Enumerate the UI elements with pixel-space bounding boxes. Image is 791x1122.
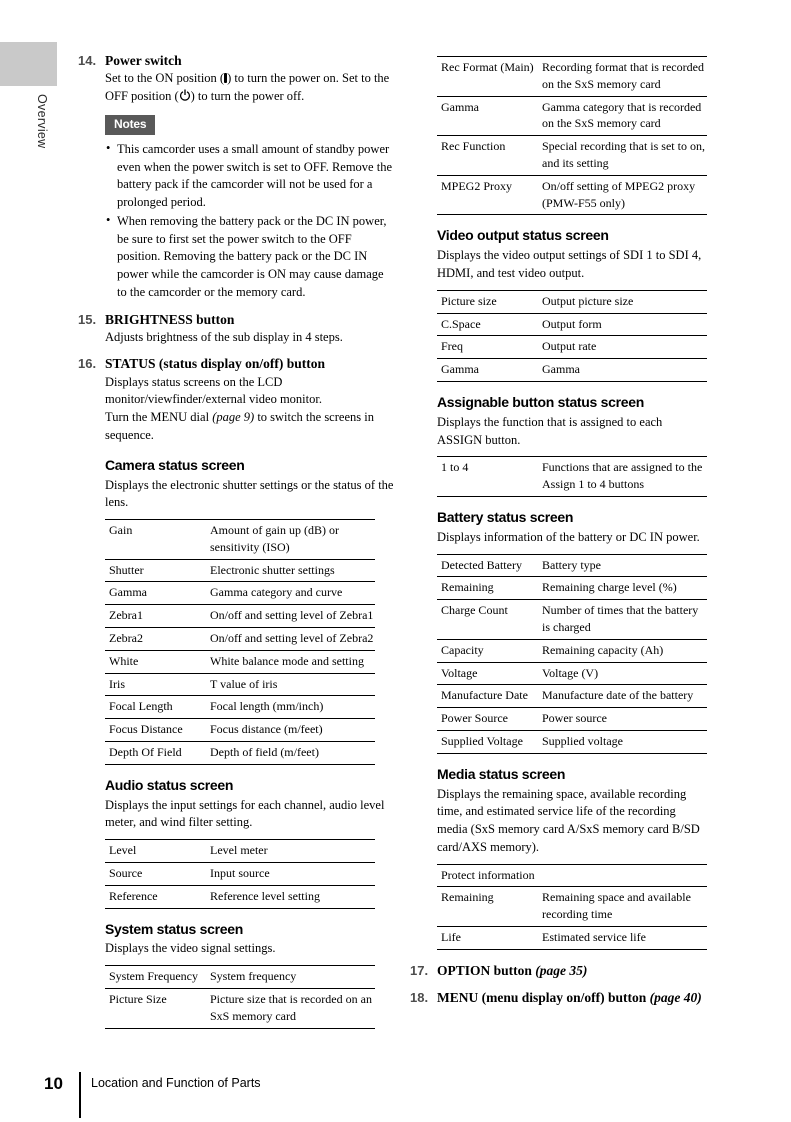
definition-cell: Focal length (mm/inch) [210, 699, 324, 714]
power-off-icon [179, 89, 191, 102]
section-tab [0, 42, 57, 86]
term-cell: Gamma [109, 585, 147, 600]
list-item-16 [78, 355, 396, 373]
page-reference: (page 35) [535, 962, 588, 978]
page-number: 10 [44, 1074, 63, 1093]
item-15-body [105, 329, 396, 347]
term-cell: Supplied Voltage [441, 733, 523, 748]
table-row [437, 457, 707, 497]
paragraph-text: Displays status screens on the LCD monitor/viewfinder/external video monitor. [105, 374, 322, 407]
table-row [105, 605, 375, 628]
table-row [437, 600, 707, 640]
paragraph-text: ) to turn the power on. Set to the OFF position ( [105, 71, 390, 103]
table-row [437, 314, 707, 337]
item-number: 17. [410, 962, 429, 978]
definition-cell: Functions that are assigned to the Assign 1 to 4 buttons [542, 460, 703, 492]
definition-cell: Input source [210, 866, 270, 880]
definition-cell: Level meter [210, 843, 268, 858]
table-row [105, 840, 375, 863]
subsection-heading-media-status: Media status screen [437, 765, 566, 782]
term-cell: Level [109, 843, 137, 858]
definition-cell: Gamma category and curve [210, 585, 343, 600]
table-row [105, 520, 375, 560]
item-number: 15. [78, 311, 97, 327]
term-cell: Remaining [441, 890, 494, 905]
table-row [437, 359, 707, 382]
table-row [437, 927, 707, 950]
subsection-heading-battery-status: Battery status screen [437, 508, 574, 525]
table-row [105, 886, 375, 909]
term-cell: Voltage [441, 665, 478, 680]
definition-cell: Output form [542, 316, 602, 331]
table-row [437, 291, 707, 314]
definition-cell: System frequency [210, 969, 297, 984]
subsection-heading-audio-status: Audio status screen [105, 776, 234, 793]
table-row [437, 887, 707, 927]
term-cell: Life [441, 929, 461, 944]
subsection-description: Displays the electronic shutter settings or the status of the lens. [105, 477, 394, 510]
definition-cell: On/off setting of MPEG2 proxy (PMW-F55 only) [542, 178, 696, 210]
table-row [105, 674, 375, 697]
note-item: • This camcorder uses a small amount of standby power even when the power switch is set to OFF. Remove the battery pack if the camcorder will not be used for a prolonged period. [105, 141, 396, 212]
table-row [105, 628, 375, 651]
term-cell: Source [109, 866, 143, 880]
subsection-description: Displays the function that is assigned to each ASSIGN button. [437, 414, 663, 447]
item-number: 18. [410, 989, 429, 1005]
table-row [437, 663, 707, 686]
left-column [78, 52, 396, 1033]
item-title-text: MENU (menu display on/off) button [437, 989, 650, 1005]
table-row [437, 865, 707, 888]
definition-cell: Battery type [542, 557, 601, 572]
term-cell: MPEG2 Proxy [441, 178, 513, 193]
item-title [437, 989, 702, 1007]
sidebar-section-label: Overview [35, 94, 49, 149]
table-row [105, 582, 375, 605]
table-row [105, 742, 375, 765]
term-cell: Zebra2 [109, 631, 143, 646]
list-item-17 [410, 962, 708, 980]
term-cell: Gamma [441, 362, 479, 377]
table-row [105, 696, 375, 719]
item-number: 14. [78, 53, 97, 68]
right-column-body [437, 56, 708, 950]
definition-cell: Electronic shutter settings [210, 562, 335, 577]
definition-cell: Remaining charge level (%) [542, 580, 677, 595]
table-row [437, 136, 707, 176]
term-cell: Protect information [441, 867, 535, 882]
term-cell: Freq [441, 339, 463, 354]
table-row [105, 966, 375, 989]
term-cell: Picture size [441, 293, 497, 308]
paragraph-text: ) to turn the power off. [190, 88, 305, 103]
right-column [410, 56, 708, 1007]
term-cell: Reference [109, 888, 158, 903]
item-title-text: OPTION button [437, 962, 536, 978]
term-cell: Charge Count [441, 603, 508, 618]
definition-cell: Number of times that the battery is charged [542, 603, 699, 634]
definition-cell: On/off and setting level of Zebra1 [210, 608, 374, 623]
definition-cell: Depth of field (m/feet) [210, 745, 319, 760]
definition-cell: Supplied voltage [542, 733, 623, 748]
audio-status-table [105, 839, 375, 908]
definition-cell: Output picture size [542, 293, 634, 308]
term-cell: Rec Function [441, 139, 506, 154]
item-title: BRIGHTNESS button [105, 311, 235, 327]
term-cell: Picture Size [109, 992, 167, 1007]
definition-cell: T value of iris [210, 676, 278, 691]
definition-cell: Focus distance (m/feet) [210, 722, 323, 737]
definition-cell: Voltage (V) [542, 665, 599, 680]
definition-cell: Remaining capacity (Ah) [542, 642, 664, 657]
table-row [437, 577, 707, 600]
table-row [437, 57, 707, 97]
paragraph-text: Set to the ON position ( [105, 71, 225, 86]
table-row [437, 336, 707, 359]
term-cell: 1 to 4 [441, 460, 469, 475]
definition-cell: Recording format that is recorded on the SxS memory card [542, 60, 704, 91]
item-title: STATUS (status display on/off) button [105, 356, 326, 372]
term-cell: Focus Distance [109, 722, 183, 737]
power-switch-paragraph [105, 70, 396, 106]
term-cell: Depth Of Field [109, 745, 182, 760]
footer-section-title: Location and Function of Parts [91, 1076, 261, 1090]
definition-cell: White balance mode and setting [210, 653, 364, 668]
paragraph-text [105, 409, 396, 445]
sub-display-status-table-continued [437, 56, 707, 215]
media-status-table [437, 864, 707, 950]
term-cell: Gamma [441, 99, 479, 114]
item-title [437, 962, 587, 980]
battery-status-table [437, 554, 707, 754]
term-cell: C.Space [441, 316, 481, 331]
term-cell: Focal Length [109, 699, 173, 714]
definition-cell: Reference level setting [210, 888, 320, 903]
list-item-14 [78, 52, 396, 70]
table-row [105, 651, 375, 674]
term-cell: Gain [109, 523, 133, 538]
page-footer [0, 1070, 791, 1122]
paragraph-text: Turn the MENU dial [105, 410, 213, 425]
subsection-description: Displays information of the battery or DC IN power. [437, 529, 700, 544]
term-cell: Zebra1 [109, 608, 143, 623]
subsection-heading-camera-status: Camera status screen [105, 456, 245, 473]
subsection-heading-video-output: Video output status screen [437, 227, 609, 244]
item-number: 16. [78, 356, 97, 372]
list-item-18 [410, 989, 708, 1007]
term-cell: Power Source [441, 711, 508, 726]
table-row [437, 97, 707, 137]
term-cell: Capacity [441, 642, 484, 657]
subsection-description: Displays the video output settings of SDI 1 to SDI 4, HDMI, and test video output. [437, 248, 702, 280]
item-16-body [105, 374, 396, 1029]
subsection-heading-system-status: System status screen [105, 920, 243, 937]
table-row [105, 989, 375, 1029]
notes-list [105, 141, 396, 302]
notes-badge: Notes [105, 115, 155, 135]
table-row [437, 685, 707, 708]
definition-cell: Gamma category that is recorded on the SxS memory card [542, 99, 702, 131]
page-reference: (page 40) [649, 989, 702, 1005]
table-row [437, 555, 707, 578]
table-row [437, 640, 707, 663]
item-title: Power switch [105, 53, 182, 68]
definition-cell: Estimated service life [542, 929, 646, 944]
definition-cell: Gamma [542, 362, 580, 377]
subsection-description: Displays the remaining space, available recording time, and estimated service life of the recording media (SxS memory card A/SxS memory card B/SD card/AXS memory). [437, 786, 700, 854]
definition-cell: On/off and setting level of Zebra2 [210, 631, 374, 646]
term-cell: Manufacture Date [441, 688, 528, 703]
term-cell: White [109, 653, 139, 668]
subsection-heading-assignable-button: Assignable button status screen [437, 393, 644, 410]
definition-cell: Picture size that is recorded on an SxS memory card [210, 992, 372, 1023]
system-status-table [105, 965, 375, 1028]
table-row [105, 863, 375, 886]
term-cell: System Frequency [109, 969, 198, 984]
paragraph-text: to switch the screens in sequence. [105, 410, 374, 442]
definition-cell: Amount of gain up (dB) or sensitivity (ISO) [210, 523, 339, 554]
item-14-body [105, 70, 396, 301]
footer-divider [79, 1072, 81, 1118]
definition-cell: Power source [542, 711, 607, 726]
page-reference: (page 9) [212, 410, 255, 425]
camera-status-table [105, 519, 375, 765]
definition-cell: Manufacture date of the battery [542, 688, 694, 703]
paragraph-text: Adjusts brightness of the sub display in 4 steps. [105, 329, 343, 344]
definition-cell: Output rate [542, 339, 597, 354]
definition-cell: Remaining space and available recording time [542, 890, 691, 922]
term-cell: Detected Battery [441, 557, 522, 572]
note-item: • When removing the battery pack or the DC IN power, be sure to first set the power switch to the OFF position. Removing the battery pack or the DC IN power while the camcorder is ON may cause damage to the camcorder or the memory card. [105, 213, 396, 302]
table-row [105, 560, 375, 583]
table-row [437, 731, 707, 754]
definition-cell [538, 867, 707, 884]
definition-cell: Special recording that is set to on, and its setting [542, 139, 705, 170]
list-item-15 [78, 311, 396, 329]
table-row [437, 176, 707, 216]
assignable-button-status-table [437, 456, 707, 497]
term-cell: Iris [109, 676, 125, 691]
term-cell: Remaining [441, 580, 494, 595]
term-cell: Rec Format (Main) [441, 60, 534, 74]
video-output-status-table [437, 290, 707, 382]
table-row [437, 708, 707, 731]
table-row [105, 719, 375, 742]
subsection-description: Displays the video signal settings. [105, 941, 276, 956]
subsection-description: Displays the input settings for each channel, audio level meter, and wind filter setting. [105, 797, 385, 830]
term-cell: Shutter [109, 562, 144, 577]
